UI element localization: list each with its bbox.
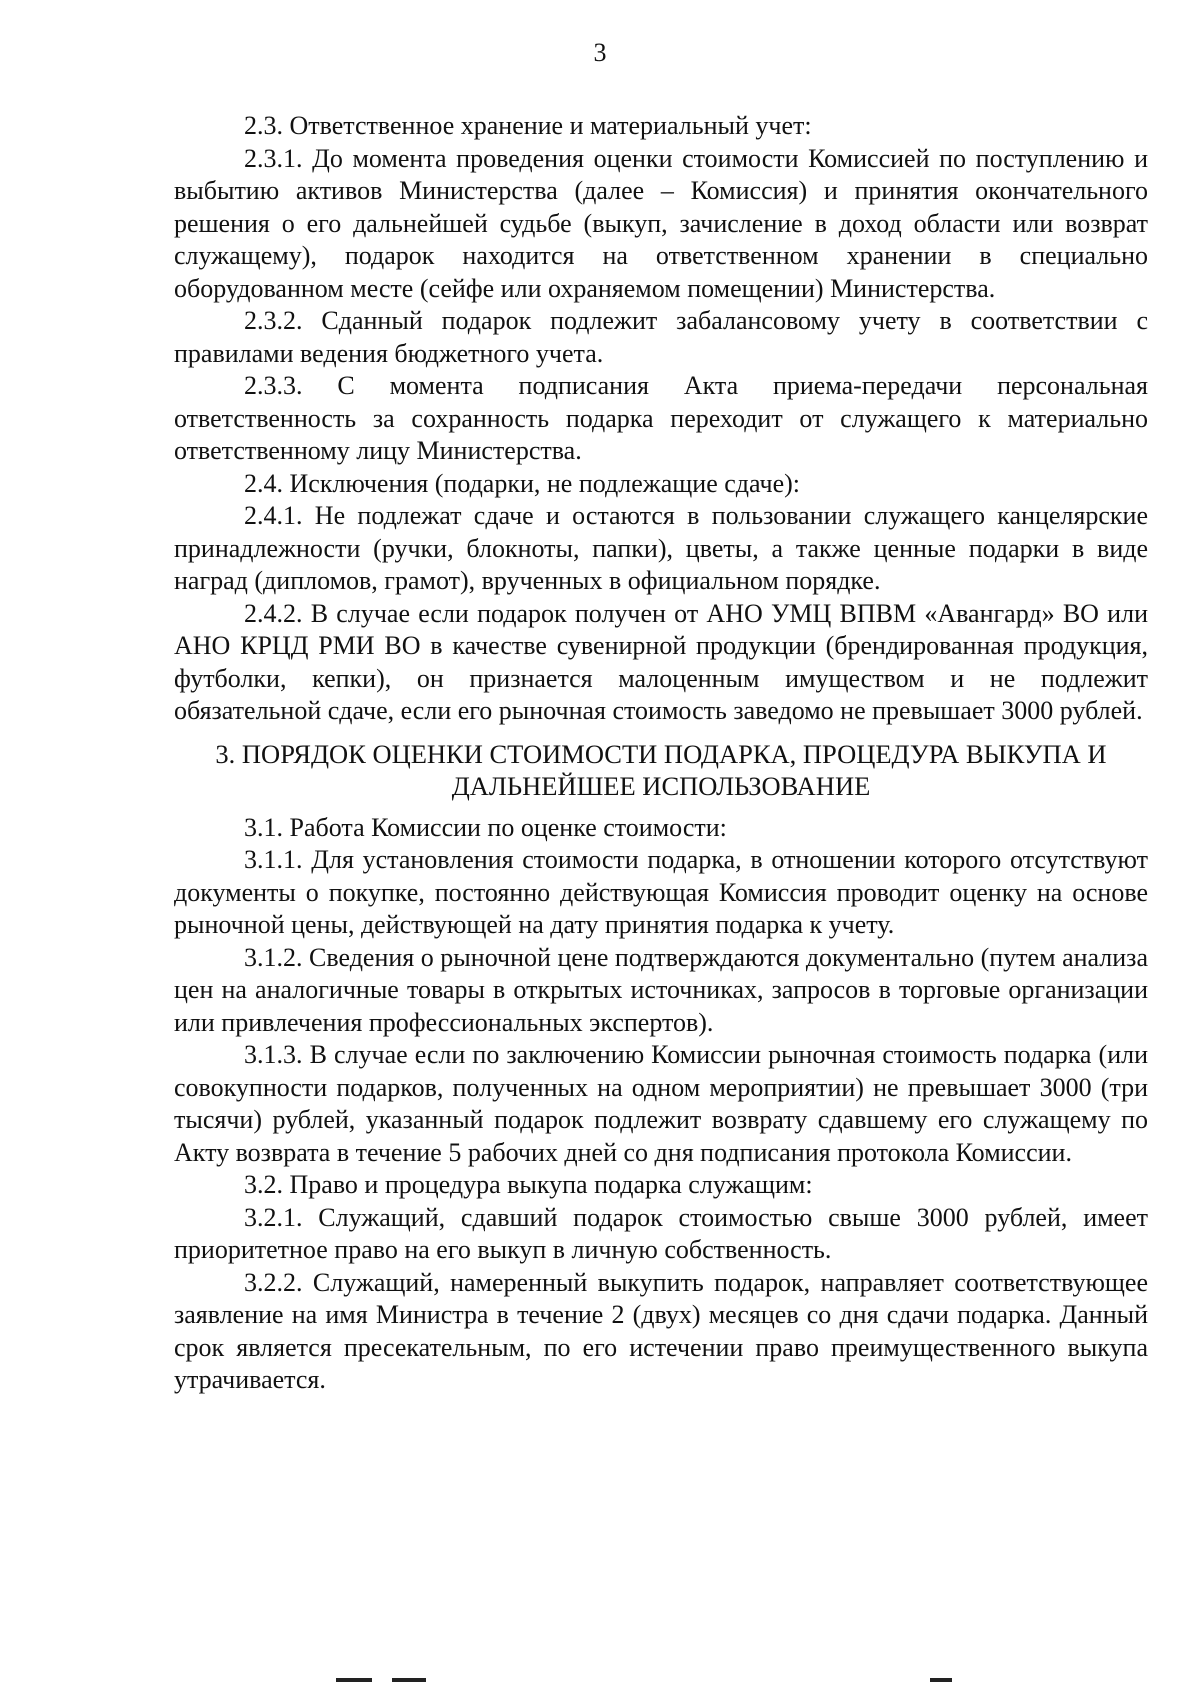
paragraph-2-3-1: 2.3.1. До момента проведения оценки стоимости Комиссией по поступлению и выбытию активов Министерства (далее – Комиссия) и принятия окончательного решения о его дальнейшей судьбе (выкуп, зачисление в доход области или возврат служащему), подарок находится на ответственном хранении в специально оборудованном месте (сейфе или охраняемом помещении) Министерства. (174, 143, 1148, 303)
text-fragment-mark (930, 1678, 952, 1682)
paragraph-2-3: 2.3. Ответственное хранение и материальный учет: (244, 111, 812, 140)
paragraph-3-2-1: 3.2.1. Служащий, сдавший подарок стоимостью свыше 3000 рублей, имеет приоритетное право на его выкуп в личную собственность. (174, 1202, 1148, 1264)
paragraph-3-1: 3.1. Работа Комиссии по оценке стоимости: (244, 812, 727, 842)
paragraph-2-4-1: 2.4.1. Не подлежат сдаче и остаются в пользовании служащего канцелярские принадлежности (ручки, блокноты, папки), цветы, а также ценные подарки в виде наград (дипломов, грамот), врученных в официальном порядке. (174, 501, 1148, 595)
section-heading-line-1: 3. ПОРЯДОК ОЦЕНКИ СТОИМОСТИ ПОДАРКА, ПРОЦЕДУРА ВЫКУПА И (215, 738, 1107, 769)
paragraph-3-2-2: 3.2.2. Служащий, намеренный выкупить подарок, направляет соответствующее заявление на имя Министра в течение 2 (двух) месяцев со дня сдачи подарка. Данный срок является пресекательным, по его истечении право преимущественного выкупа утрачивается. (174, 1267, 1148, 1394)
paragraph-2-3-2: 2.3.2. Сданный подарок подлежит забалансовому учету в соответствии с правилами ведения бюджетного учета. (174, 306, 1148, 368)
paragraph-2-4: 2.4. Исключения (подарки, не подлежащие сдаче): (244, 468, 801, 498)
paragraph-3-2: 3.2. Право и процедура выкупа подарка служащим: (244, 1170, 813, 1199)
text-fragment-mark (392, 1678, 426, 1682)
section-heading-line-2: ДАЛЬНЕЙШЕЕ ИСПОЛЬЗОВАНИЕ (451, 770, 871, 801)
document-body (174, 110, 1148, 1397)
paragraph-2-3-3: 2.3.3. С момента подписания Акта приема-передачи персональная ответственность за сохранность подарка переходит от служащего к материально ответственному лицу Министерства. (174, 371, 1148, 465)
paragraph-3-1-3: 3.1.3. В случае если по заключению Комиссии рыночная стоимость подарка (или совокупности подарков, полученных на одном мероприятии) не превышает 3000 (три тысячи) рублей, указанный подарок подлежит возврату сдавшему его служащему по Акту возврата в течение 5 рабочих дней со дня подписания протокола Комиссии. (174, 1040, 1148, 1167)
paragraph-2-4-2: 2.4.2. В случае если подарок получен от АНО УМЦ ВПВМ «Авангард» ВО или АНО КРЦД РМИ ВО в качестве сувенирной продукции (брендированная продукция, футболки, кепки), он признается малоценным имуществом и не подлежит обязательной сдаче, если его рыночная стоимость заведомо не превышает 3000 рублей. (174, 598, 1148, 725)
paragraph-3-1-2: 3.1.2. Сведения о рыночной цене подтверждаются документально (путем анализа цен на аналогичные товары в открытых источниках, запросов в торговые организации или привлечения профессиональных экспертов). (174, 942, 1148, 1037)
cut-off-text-fragment (0, 1678, 1200, 1691)
paragraph-3-1-1: 3.1.1. Для установления стоимости подарка, в отношении которого отсутствуют документы о покупке, постоянно действующая Комиссия проводит оценку на основе рыночной цены, действующей на дату принятия подарка к учету. (174, 845, 1148, 939)
text-fragment-mark (336, 1678, 372, 1682)
page-number: 3 (593, 38, 607, 67)
section-heading (174, 738, 1148, 802)
